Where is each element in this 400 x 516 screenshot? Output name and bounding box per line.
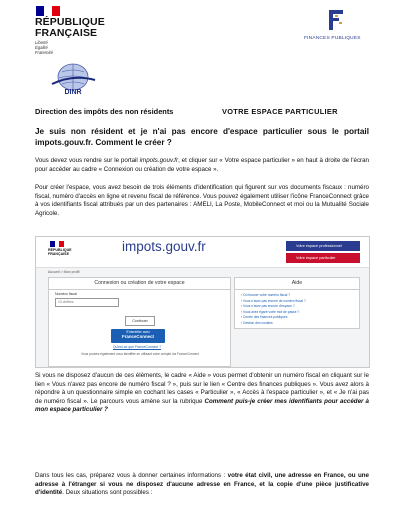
franceconnect-button[interactable] [111, 329, 165, 343]
aide-panel-title: Aide [235, 278, 359, 290]
republic-motto [35, 40, 53, 55]
fiscal-number-label: Numéro fiscal [55, 292, 77, 296]
help-link[interactable]: › Gestion des cookies [241, 321, 306, 327]
franceconnect-line2: FranceConnect [122, 334, 154, 340]
espace-particulier-button[interactable]: Votre espace particulier [286, 253, 360, 263]
continue-button[interactable]: Continuer [125, 316, 155, 326]
motto-egalite: Égalité [35, 45, 48, 50]
para1-text-a: Vous devez vous rendre sur le portail [35, 157, 140, 164]
help-link[interactable]: › Centre des finances publiques [241, 315, 306, 321]
portal-screenshot [35, 236, 370, 368]
aide-panel [234, 277, 360, 329]
svg-text:DINR: DINR [64, 89, 82, 96]
espace-professionnel-button[interactable]: Votre espace professionnel [286, 241, 360, 251]
republic-line2: FRANÇAISE [35, 27, 98, 39]
direction-title: Direction des impôts des non résidents [35, 107, 174, 116]
help-link[interactable]: › Vous avez égaré votre mot de passe ? [241, 310, 306, 316]
finances-publiques-logo-icon [326, 8, 348, 32]
republique-francaise-flag [36, 6, 60, 16]
portal-rf-line1: RÉPUBLIQUE [48, 248, 72, 252]
help-link[interactable]: › Vous n'avez pas encore de numéro fiscal ? [241, 299, 306, 305]
breadcrumb[interactable]: Accueil > Mon profil [48, 270, 80, 274]
fiscal-number-input[interactable]: 13 chiffres [55, 298, 119, 307]
para4-text-a: Dans tous les cas, préparez vous à donner certaines informations : [35, 472, 228, 479]
paragraph-identification: Pour créer l'espace, vous avez besoin de trois éléments d'identification qui figurent sur vos documents fiscaux : numéro fiscal, numéro d'accès en ligne et revenu fiscal de référence. Vous pouvez également utiliser l'icône FranceConnect grâce à vos identifiants fiscal attribués par un des partenaires : AMELI, La Poste, MobileConnect et moi ou la Mutualité Sociale Agricole. [35, 184, 369, 217]
franceconnect-note: Vous pouvez également vous identifier en utilisant votre compte via FranceConnect [81, 352, 199, 356]
finances-publiques-label: FINANCES PUBLIQUES [304, 36, 361, 41]
connexion-panel-title: Connexion ou création de votre espace [49, 278, 230, 290]
motto-liberte: Liberté [35, 40, 48, 45]
para3-text: Si vous ne disposez d'aucun de ces éléments, le cadre « Aide » vous permet d'obtenir un numéro fiscal en cliquant sur le lien « Vous n'avez pas encore de numéro fiscal ? », puis sur le lien « Centre des finances publiques ». Vous avez alors à répondre à un questionnaire simple en cochant les cases « Particulier », « Accès à l'espace particulier », et « Je n'ai pas de numéro fiscal ». Le parcours vous amène sur la rubrique [35, 372, 369, 405]
republic-line1: RÉPUBLIQUE [35, 16, 105, 28]
portal-site-name: impots.gouv.fr [122, 239, 206, 254]
paragraph-portal [35, 157, 369, 174]
paragraph-informations [35, 472, 369, 498]
espace-particulier-title: VOTRE ESPACE PARTICULIER [222, 107, 338, 116]
dinr-logo-icon [48, 62, 98, 96]
franceconnect-info-link[interactable]: Qu'est-ce que FranceConnect ? [113, 345, 161, 349]
franceconnect-line1: S'identifier avec [126, 330, 150, 334]
portal-flag-icon [50, 241, 64, 247]
para3-rubrique: Comment puis-je créer mes identifiants pour accéder à mon espace particulier ? [35, 397, 369, 414]
portal-republic-logo [48, 248, 72, 256]
paragraph-aide [35, 372, 369, 415]
portal-rf-line2: FRANÇAISE [48, 252, 69, 256]
para4-required-info: votre état civil, une adresse en France, ou une adresse à l'étranger si vous ne disposez d'aucune adresse en France, et la copie d'une pièce justificative d'identité [35, 472, 369, 497]
help-link[interactable]: › Où trouver votre numéro fiscal ? [241, 293, 306, 299]
para1-text-b: , et cliquer sur « Votre espace particulier » en haut à droite de l'écran pour accéder au cadre « Connexion ou création de votre espace ». [35, 157, 369, 173]
aide-links [241, 293, 306, 327]
portal-header [36, 237, 369, 268]
motto-fraternite: Fraternité [35, 50, 53, 55]
main-question: Je suis non résident et je n'ai pas encore d'espace particulier sous le portail impots.gouv.fr. Comment le créer ? [35, 127, 369, 147]
connexion-panel [48, 277, 231, 367]
para1-site: impots.gouv.fr [139, 157, 179, 164]
para4-text-c: . Deux situations sont possibles : [62, 489, 153, 497]
help-link[interactable]: › Vous n'avez pas encore d'espace ? [241, 304, 306, 310]
republique-francaise-logo [35, 17, 105, 39]
